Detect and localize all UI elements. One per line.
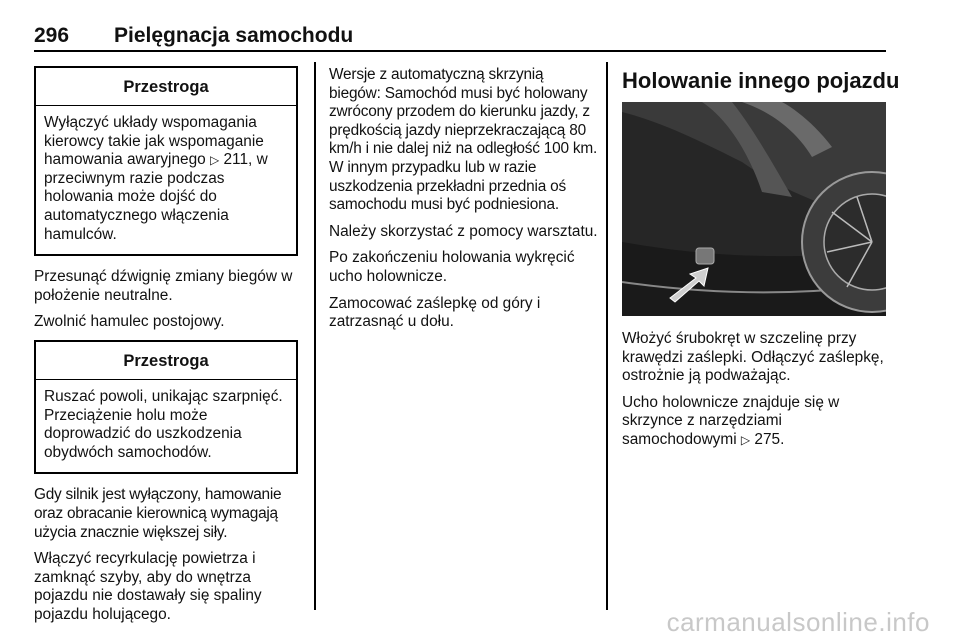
cross-reference-arrow-icon: ▷ [740,432,751,447]
chapter-title: Pielęgnacja samochodu [114,24,354,47]
column-right [622,66,900,458]
paragraph: Gdy silnik jest wyłączony, hamowanie oraz obracanie kierownicą wymagają użycia znacznie większej siły. [34,486,282,541]
column-left [34,66,298,632]
paragraph: Wersje z automatyczną skrzynią biegów: Samochód musi być holowany zwrócony przodem do kierunku jazdy, z prędkością jazdy nieprzekraczającą 80 km/h i nie dalej niż na odległość 100 km. W innym przypadku lub w razie uszkodzenia przekładni przednia oś samochodu musi być podniesiona. [329,66,598,214]
paragraph-text: Ucho holownicze znajduje się w skrzynce z narzędziami samochodowymi [622,393,840,448]
page-reference: 211 [223,151,249,169]
paragraph [622,394,892,450]
car-rear-image [622,102,886,316]
caution-body: Ruszać powoli, unikając szarpnięć. Przeciążenie holu może doprowadzić do uszkodzenia obydwóch samochodów. [44,387,283,461]
column-divider [314,62,316,610]
paragraph: Przesunąć dźwignię zmiany biegów w położenie neutralne. [34,268,293,304]
paragraph: Zwolnić hamulec postojowy. [34,313,225,331]
paragraph: Zamocować zaślepkę od góry i zatrzasnąć u dołu. [329,294,541,331]
paragraph: Włożyć śrubokręt w szczelinę przy krawędzi zaślepki. Odłączyć zaślepkę, ostrożnie ją podważając. [622,330,884,385]
caution-title: Przestroga [36,68,296,106]
caution-body [36,106,296,254]
cross-reference-arrow-icon: ▷ [209,153,220,168]
column-middle [329,66,599,340]
paragraph: Należy skorzystać z pomocy warsztatu. [329,222,598,240]
rear-bumper-illustration [622,102,886,316]
site-watermark: carmanualsonline.info [666,607,930,637]
page-number: 296 [34,24,70,47]
section-title: Holowanie innego pojazdu [622,68,900,93]
header-rule [34,50,886,52]
paragraph: Po zakończeniu holowania wykręcić ucho holownicze. [329,249,575,285]
caution-box [34,340,298,474]
paragraph-text: . [780,430,785,448]
column-divider [606,62,608,610]
caution-title: Przestroga [36,342,296,380]
page-reference: 275 [754,430,781,448]
caution-box [34,66,298,256]
caution-text: , w przeciwnym razie podczas holowania może dojść do automatycznego włączenia hamulców. [44,151,268,243]
caution-text: Wyłączyć układy wspomagania kierowcy takie jak wspomaganie hamowania awaryjnego [44,114,264,169]
paragraph: Włączyć recyrkulację powietrza i zamknąć szyby, aby do wnętrza pojazdu nie dostawały się spaliny pojazdu holującego. [34,550,262,623]
page-header [34,18,886,48]
